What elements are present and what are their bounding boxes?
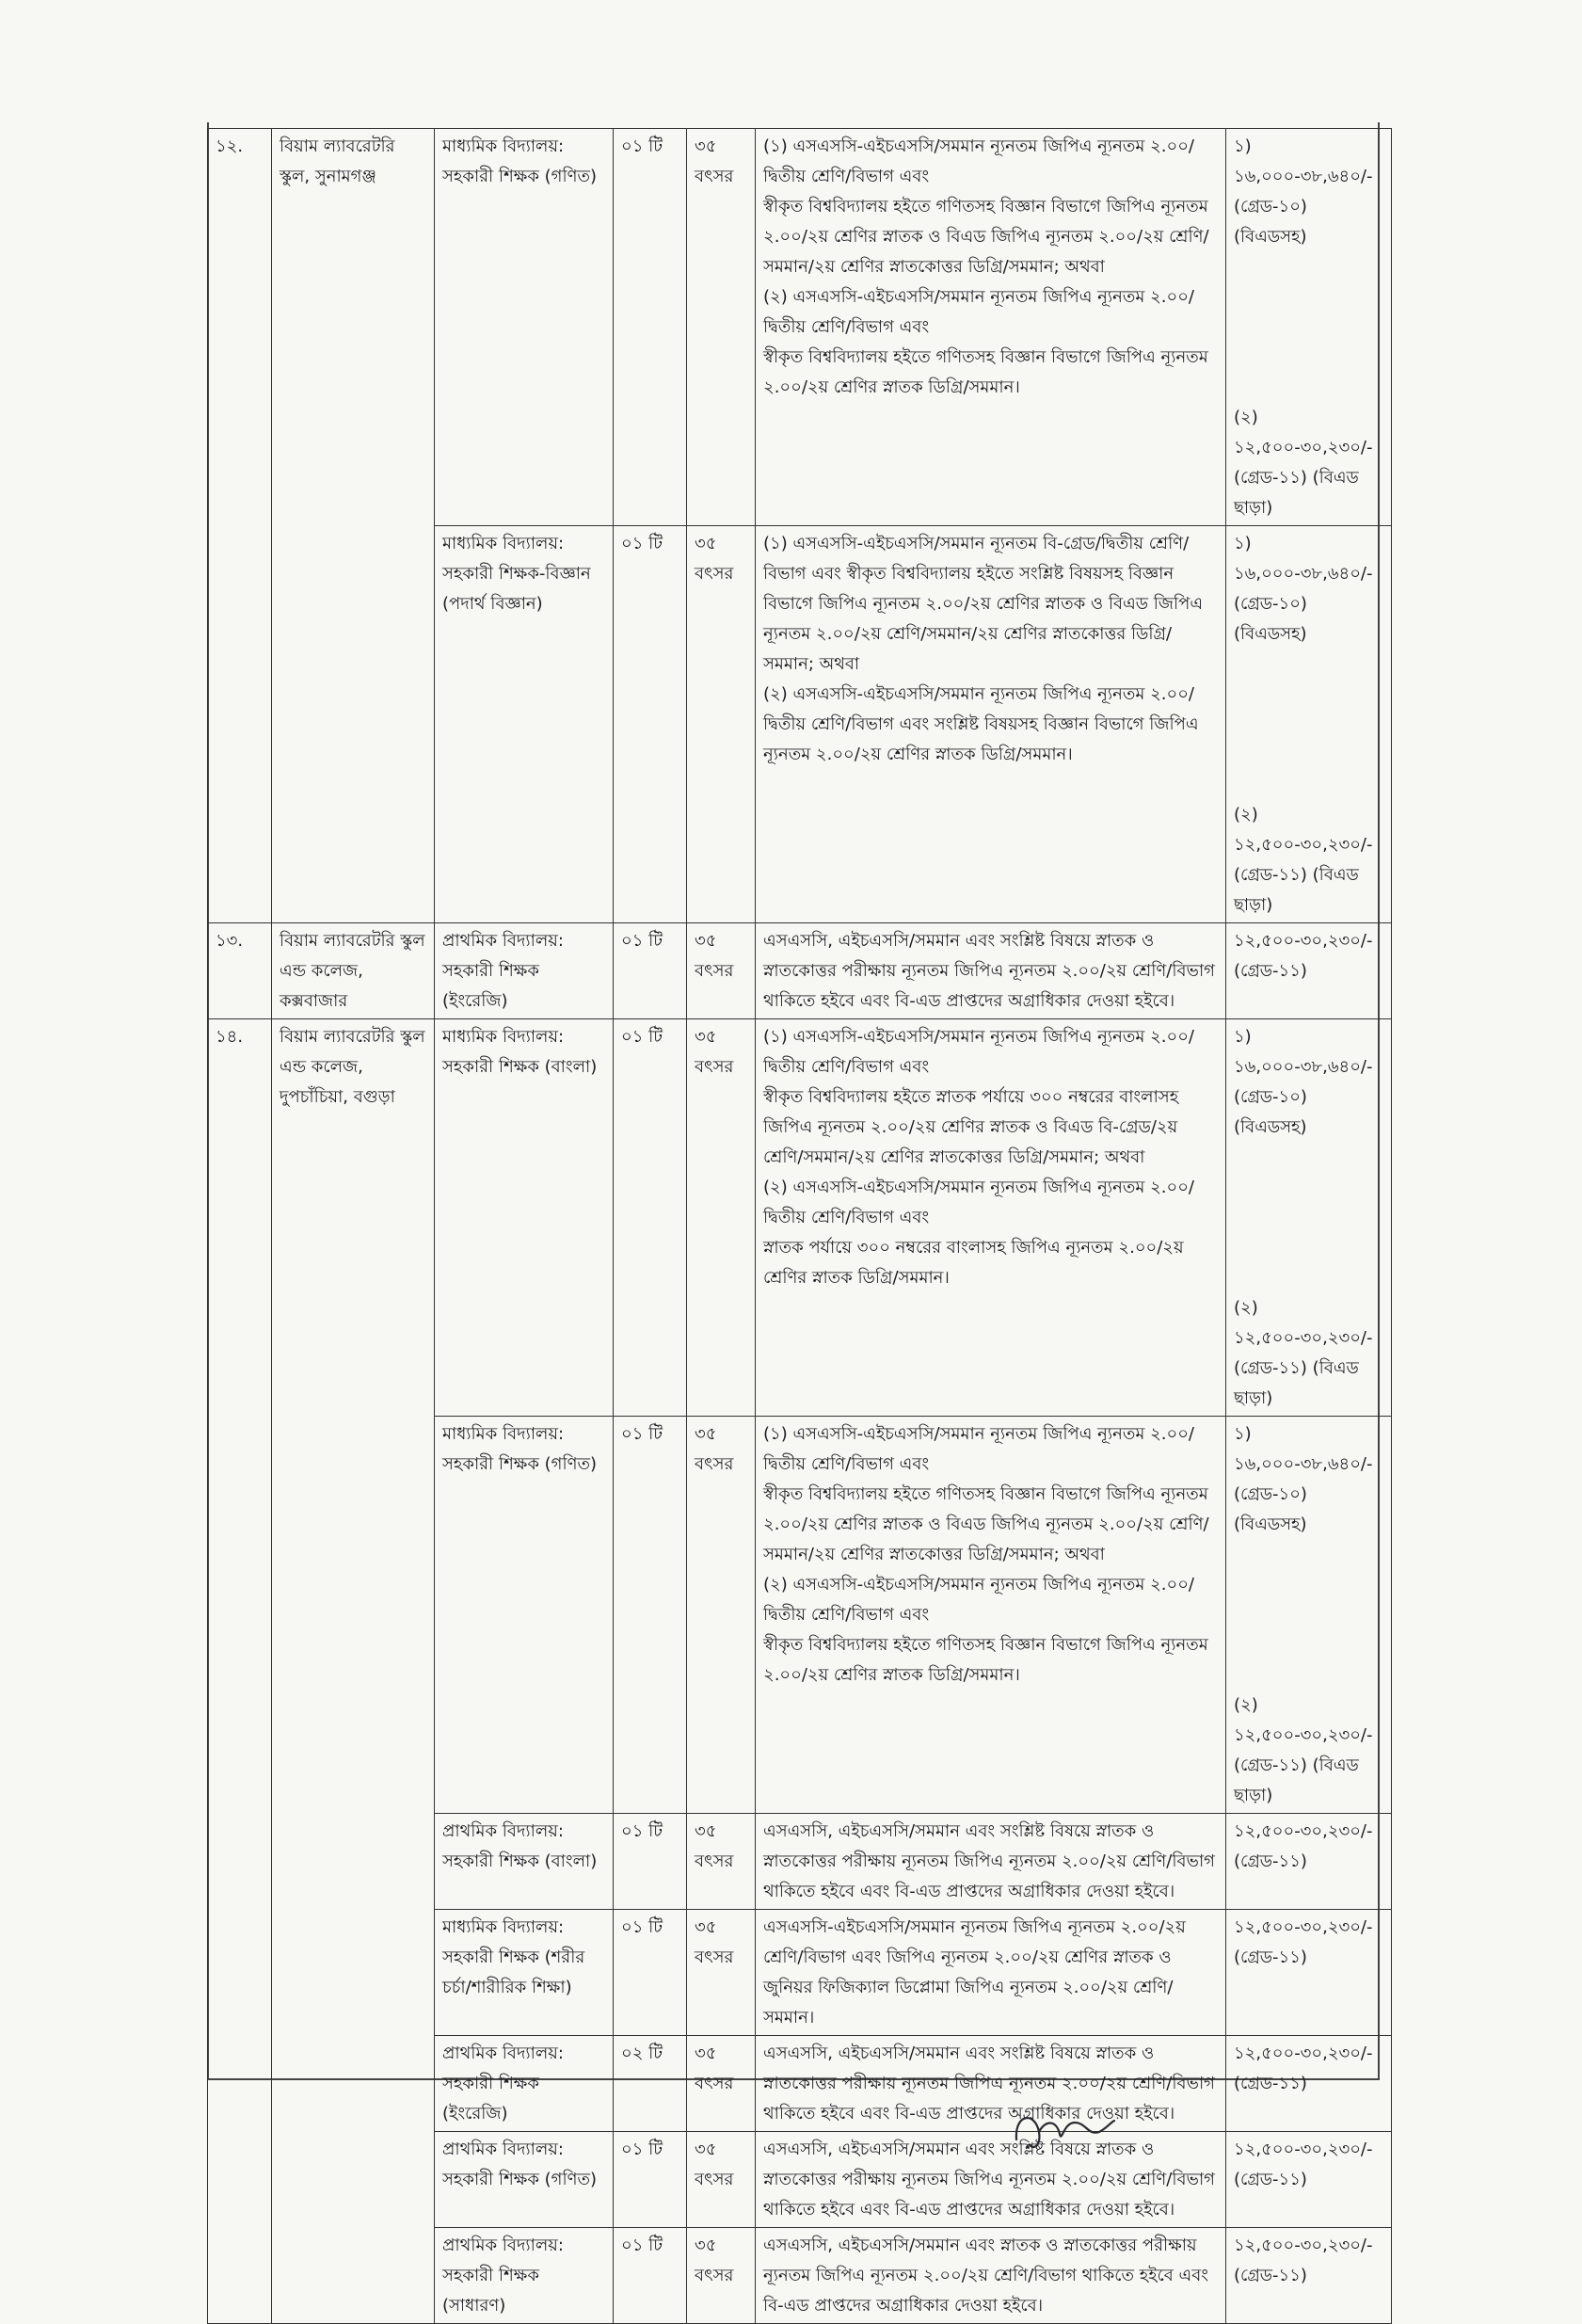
serial-number-cell: ১৩. — [208, 923, 272, 1019]
qualification-cell — [756, 2228, 1226, 2324]
pay-scale-value: ১২,৫০০-৩০,২৩০/- (গ্রেড-১১) — [1234, 931, 1373, 981]
qualification-line: এসএসসি, এইচএসসি/সমমান এবং সংশ্লিষ্ট বিষয়ে স্নাতক ও স্নাতকোত্তর পরীক্ষায় ন্যূনতম জিপিএ ন্যূনতম ২.০০/২য় শ্রেণি/বিভাগ থাকিতে হইবে এবং বি-এড প্রাপ্তদের অগ্রাধিকার দেওয়া হইবে। — [763, 2044, 1215, 2124]
age-limit-cell: ৩৫ বৎসর — [687, 2228, 756, 2324]
post-count-cell: ০১ টি — [614, 1417, 687, 1814]
pay-scale-value: ১) ১৬,০০০-৩৮,৬৪০/- (গ্রেড-১০) (বিএডসহ) — [1234, 136, 1373, 247]
pay-scale-cell — [1226, 2228, 1392, 2324]
post-count-cell: ০১ টি — [614, 1814, 687, 1910]
post-count-cell: ০১ টি — [614, 1019, 687, 1417]
qualification-cell — [756, 2132, 1226, 2228]
pay-scale-cell — [1226, 923, 1392, 1019]
post-name-cell: প্রাথমিক বিদ্যালয়: সহকারী শিক্ষক (ইংরেজি) — [435, 2036, 614, 2132]
age-limit-cell: ৩৫ বৎসর — [687, 923, 756, 1019]
table-row — [208, 923, 1392, 1019]
post-count-cell: ০১ টি — [614, 2228, 687, 2324]
post-count-cell: ০১ টি — [614, 2132, 687, 2228]
post-name-cell: মাধ্যমিক বিদ্যালয়: সহকারী শিক্ষক (শরীর চর্চা/শারীরিক শিক্ষা) — [435, 1910, 614, 2036]
pay-scale-value: (২) ১২,৫০০-৩০,২৩০/- (গ্রেড-১১) (বিএড ছাড়া) — [1234, 1298, 1373, 1408]
qualification-line: এসএসসি, এইচএসসি/সমমান এবং সংশ্লিষ্ট বিষয়ে স্নাতক ও স্নাতকোত্তর পরীক্ষায় ন্যূনতম জিপিএ ন্যূনতম ২.০০/২য় শ্রেণি/বিভাগ থাকিতে হইবে এবং বি-এড প্রাপ্তদের অগ্রাধিকার দেওয়া হইবে। — [763, 931, 1215, 1011]
pay-scale-value: (২) ১২,৫০০-৩০,২৩০/- (গ্রেড-১১) (বিএড ছাড়া) — [1234, 805, 1373, 915]
serial-number-cell: ১৪. — [208, 1019, 272, 2324]
institute-name-cell: বিয়াম ল্যাবরেটরি স্কুল এন্ড কলেজ, দুপচাঁচিয়া, বগুড়া — [272, 1019, 435, 2324]
qualification-cell — [756, 2036, 1226, 2132]
pay-scale-spacer — [1234, 252, 1383, 403]
recruitment-table — [207, 128, 1392, 2324]
qualification-cell — [756, 923, 1226, 1019]
post-count-cell: ০১ টি — [614, 526, 687, 923]
qualification-line: (১) এসএসসি-এইচএসসি/সমমান ন্যূনতম জিপিএ ন্যূনতম ২.০০/দ্বিতীয় শ্রেণি/বিভাগ এবং — [763, 1027, 1194, 1077]
qualification-line: (১) এসএসসি-এইচএসসি/সমমান ন্যূনতম জিপিএ ন্যূনতম ২.০০/দ্বিতীয় শ্রেণি/বিভাগ এবং — [763, 136, 1194, 186]
pay-scale-cell — [1226, 2036, 1392, 2132]
age-limit-cell: ৩৫ বৎসর — [687, 2036, 756, 2132]
pay-scale-cell — [1226, 1417, 1392, 1814]
age-limit-cell: ৩৫ বৎসর — [687, 1417, 756, 1814]
post-name-cell: প্রাথমিক বিদ্যালয়: সহকারী শিক্ষক (বাংলা) — [435, 1814, 614, 1910]
qualification-line: এসএসসি, এইচএসসি/সমমান এবং সংশ্লিষ্ট বিষয়ে স্নাতক ও স্নাতকোত্তর পরীক্ষায় ন্যূনতম জিপিএ ন্যূনতম ২.০০/২য় শ্রেণি/বিভাগ থাকিতে হইবে এবং বি-এড প্রাপ্তদের অগ্রাধিকার দেওয়া হইবে। — [763, 2140, 1215, 2220]
pay-scale-value: ১২,৫০০-৩০,২৩০/- (গ্রেড-১১) — [1234, 1821, 1373, 1871]
qualification-line: (২) এসএসসি-এইচএসসি/সমমান ন্যূনতম জিপিএ ন্যূনতম ২.০০/দ্বিতীয় শ্রেণি/বিভাগ এবং — [763, 1178, 1194, 1227]
post-count-cell: ০১ টি — [614, 923, 687, 1019]
institute-name-cell: বিয়াম ল্যাবরেটরি স্কুল, সুনামগঞ্জ — [272, 129, 435, 923]
pay-scale-cell — [1226, 1814, 1392, 1910]
pay-scale-value: (২) ১২,৫০০-৩০,২৩০/- (গ্রেড-১১) (বিএড ছাড়া) — [1234, 408, 1373, 518]
age-limit-cell: ৩৫ বৎসর — [687, 1019, 756, 1417]
post-count-cell: ০২ টি — [614, 2036, 687, 2132]
serial-number-cell: ১২. — [208, 129, 272, 923]
qualification-line: স্বীকৃত বিশ্ববিদ্যালয় হইতে গণিতসহ বিজ্ঞান বিভাগে জিপিএ ন্যূনতম ২.০০/২য় শ্রেণির স্নাতক ডিগ্রি/সমমান। — [763, 1635, 1208, 1685]
pay-scale-value: (২) ১২,৫০০-৩০,২৩০/- (গ্রেড-১১) (বিএড ছাড়া) — [1234, 1695, 1373, 1805]
qualification-cell — [756, 1019, 1226, 1417]
qualification-line: স্নাতক পর্যায়ে ৩০০ নম্বরের বাংলাসহ জিপিএ ন্যূনতম ২.০০/২য় শ্রেণির স্নাতক ডিগ্রি/সমমান। — [763, 1238, 1184, 1288]
qualification-line: (২) এসএসসি-এইচএসসি/সমমান ন্যূনতম জিপিএ ন্যূনতম ২.০০/দ্বিতীয় শ্রেণি/বিভাগ এবং — [763, 287, 1194, 337]
qualification-cell — [756, 1910, 1226, 2036]
pay-scale-value: ১২,৫০০-৩০,২৩০/- (গ্রেড-১১) — [1234, 2044, 1373, 2093]
post-count-cell: ০১ টি — [614, 129, 687, 526]
qualification-line: স্বীকৃত বিশ্ববিদ্যালয় হইতে গণিতসহ বিজ্ঞান বিভাগে জিপিএ ন্যূনতম ২.০০/২য় শ্রেণির স্নাতক ডিগ্রি/সমমান। — [763, 347, 1208, 397]
post-name-cell: প্রাথমিক বিদ্যালয়: সহকারী শিক্ষক (গণিত) — [435, 2132, 614, 2228]
qualification-line: এসএসসি, এইচএসসি/সমমান এবং স্নাতক ও স্নাতকোত্তর পরীক্ষায় ন্যূনতম জিপিএ ন্যূনতম ২.০০/২য় শ্রেণি/বিভাগ থাকিতে হইবে এবং বি-এড প্রাপ্তদের অগ্রাধিকার দেওয়া হইবে। — [763, 2236, 1208, 2316]
qualification-line: এসএসসি-এইচএসসি/সমমান ন্যূনতম জিপিএ ন্যূনতম ২.০০/২য় শ্রেণি/বিভাগ এবং জিপিএ ন্যূনতম ২.০০/২য় শ্রেণির স্নাতক ও জুনিয়র ফিজিক্যাল ডিপ্লোমা জিপিএ ন্যূনতম ২.০০/২য় শ্রেণি/সমমান। — [763, 1917, 1186, 2027]
age-limit-cell: ৩৫ বৎসর — [687, 1814, 756, 1910]
age-limit-cell: ৩৫ বৎসর — [687, 526, 756, 923]
qualification-line: (১) এসএসসি-এইচএসসি/সমমান ন্যূনতম জিপিএ ন্যূনতম ২.০০/দ্বিতীয় শ্রেণি/বিভাগ এবং — [763, 1424, 1194, 1474]
age-limit-cell: ৩৫ বৎসর — [687, 129, 756, 526]
qualification-cell — [756, 1417, 1226, 1814]
qualification-cell — [756, 526, 1226, 923]
pay-scale-cell — [1226, 129, 1392, 526]
pay-scale-value: ১২,৫০০-৩০,২৩০/- (গ্রেড-১১) — [1234, 1917, 1373, 1967]
pay-scale-cell — [1226, 1019, 1392, 1417]
post-name-cell: মাধ্যমিক বিদ্যালয়: সহকারী শিক্ষক (গণিত) — [435, 1417, 614, 1814]
pay-scale-cell — [1226, 526, 1392, 923]
handwritten-signature — [1007, 2094, 1120, 2160]
qualification-line: স্বীকৃত বিশ্ববিদ্যালয় হইতে গণিতসহ বিজ্ঞান বিভাগে জিপিএ ন্যূনতম ২.০০/২য় শ্রেণির স্নাতক ও বিএড জিপিএ ন্যূনতম ২.০০/২য় শ্রেণি/সমমান/২য় শ্রেণির স্নাতকোত্তর ডিগ্রি/সমমান; অথবা — [763, 1484, 1209, 1564]
pay-scale-value: ১) ১৬,০০০-৩৮,৬৪০/- (গ্রেড-১০) (বিএডসহ) — [1234, 1027, 1373, 1137]
post-count-cell: ০১ টি — [614, 1910, 687, 2036]
pay-scale-value: ১) ১৬,০০০-৩৮,৬৪০/- (গ্রেড-১০) (বিএডসহ) — [1234, 534, 1373, 644]
table-row — [208, 1019, 1392, 1417]
pay-scale-spacer — [1234, 649, 1383, 800]
qualification-line: স্বীকৃত বিশ্ববিদ্যালয় হইতে গণিতসহ বিজ্ঞান বিভাগে জিপিএ ন্যূনতম ২.০০/২য় শ্রেণির স্নাতক ও বিএড জিপিএ ন্যূনতম ২.০০/২য় শ্রেণি/সমমান/২য় শ্রেণির স্নাতকোত্তর ডিগ্রি/সমমান; অথবা — [763, 197, 1209, 277]
pay-scale-value: ১২,৫০০-৩০,২৩০/- (গ্রেড-১১) — [1234, 2236, 1373, 2285]
pay-scale-spacer — [1234, 1143, 1383, 1293]
post-name-cell: প্রাথমিক বিদ্যালয়: সহকারী শিক্ষক (সাধারণ) — [435, 2228, 614, 2324]
post-name-cell: প্রাথমিক বিদ্যালয়: সহকারী শিক্ষক (ইংরেজি) — [435, 923, 614, 1019]
qualification-cell — [756, 129, 1226, 526]
pay-scale-value: ১) ১৬,০০০-৩৮,৬৪০/- (গ্রেড-১০) (বিএডসহ) — [1234, 1424, 1373, 1534]
pay-scale-spacer — [1234, 1540, 1383, 1691]
table-row — [208, 129, 1392, 526]
post-name-cell: মাধ্যমিক বিদ্যালয়: সহকারী শিক্ষক (বাংলা) — [435, 1019, 614, 1417]
age-limit-cell: ৩৫ বৎসর — [687, 1910, 756, 2036]
pay-scale-cell — [1226, 2132, 1392, 2228]
post-name-cell: মাধ্যমিক বিদ্যালয়: সহকারী শিক্ষক-বিজ্ঞান (পদার্থ বিজ্ঞান) — [435, 526, 614, 923]
pay-scale-value: ১২,৫০০-৩০,২৩০/- (গ্রেড-১১) — [1234, 2140, 1373, 2189]
qualification-cell — [756, 1814, 1226, 1910]
post-name-cell: মাধ্যমিক বিদ্যালয়: সহকারী শিক্ষক (গণিত) — [435, 129, 614, 526]
qualification-line: (২) এসএসসি-এইচএসসি/সমমান ন্যূনতম জিপিএ ন্যূনতম ২.০০/দ্বিতীয় শ্রেণি/বিভাগ এবং — [763, 1575, 1194, 1625]
recruitment-table-body — [208, 129, 1392, 2324]
institute-name-cell: বিয়াম ল্যাবরেটরি স্কুল এন্ড কলেজ, কক্সবাজার — [272, 923, 435, 1019]
qualification-line: (২) এসএসসি-এইচএসসি/সমমান ন্যূনতম জিপিএ ন্যূনতম ২.০০/দ্বিতীয় শ্রেণি/বিভাগ এবং সংশ্লিষ্ট বিষয়সহ বিজ্ঞান বিভাগে জিপিএ ন্যূনতম ২.০০/২য় শ্রেণির স্নাতক ডিগ্রি/সমমান। — [763, 684, 1199, 764]
qualification-line: স্বীকৃত বিশ্ববিদ্যালয় হইতে স্নাতক পর্যায়ে ৩০০ নম্বরের বাংলাসহ জিপিএ ন্যূনতম ২.০০/২য় শ্রেণির স্নাতক ও বিএড বি-গ্রেড/২য় শ্রেণি/সমমান/২য় শ্রেণির স্নাতকোত্তর ডিগ্রি/সমমান; অথবা — [763, 1087, 1179, 1167]
qualification-line: এসএসসি, এইচএসসি/সমমান এবং সংশ্লিষ্ট বিষয়ে স্নাতক ও স্নাতকোত্তর পরীক্ষায় ন্যূনতম জিপিএ ন্যূনতম ২.০০/২য় শ্রেণি/বিভাগ থাকিতে হইবে এবং বি-এড প্রাপ্তদের অগ্রাধিকার দেওয়া হইবে। — [763, 1821, 1215, 1901]
pay-scale-cell — [1226, 1910, 1392, 2036]
qualification-line: (১) এসএসসি-এইচএসসি/সমমান ন্যূনতম বি-গ্রেড/দ্বিতীয় শ্রেণি/বিভাগ এবং স্বীকৃত বিশ্ববিদ্যালয় হইতে সংশ্লিষ্ট বিষয়সহ বিজ্ঞান বিভাগে জিপিএ ন্যূনতম ২.০০/২য় শ্রেণির স্নাতক ও বিএড জিপিএ ন্যূনতম ২.০০/২য় শ্রেণি/সমমান/২য় শ্রেণির স্নাতকোত্তর ডিগ্রি/সমমান; অথবা — [763, 534, 1204, 674]
age-limit-cell: ৩৫ বৎসর — [687, 2132, 756, 2228]
